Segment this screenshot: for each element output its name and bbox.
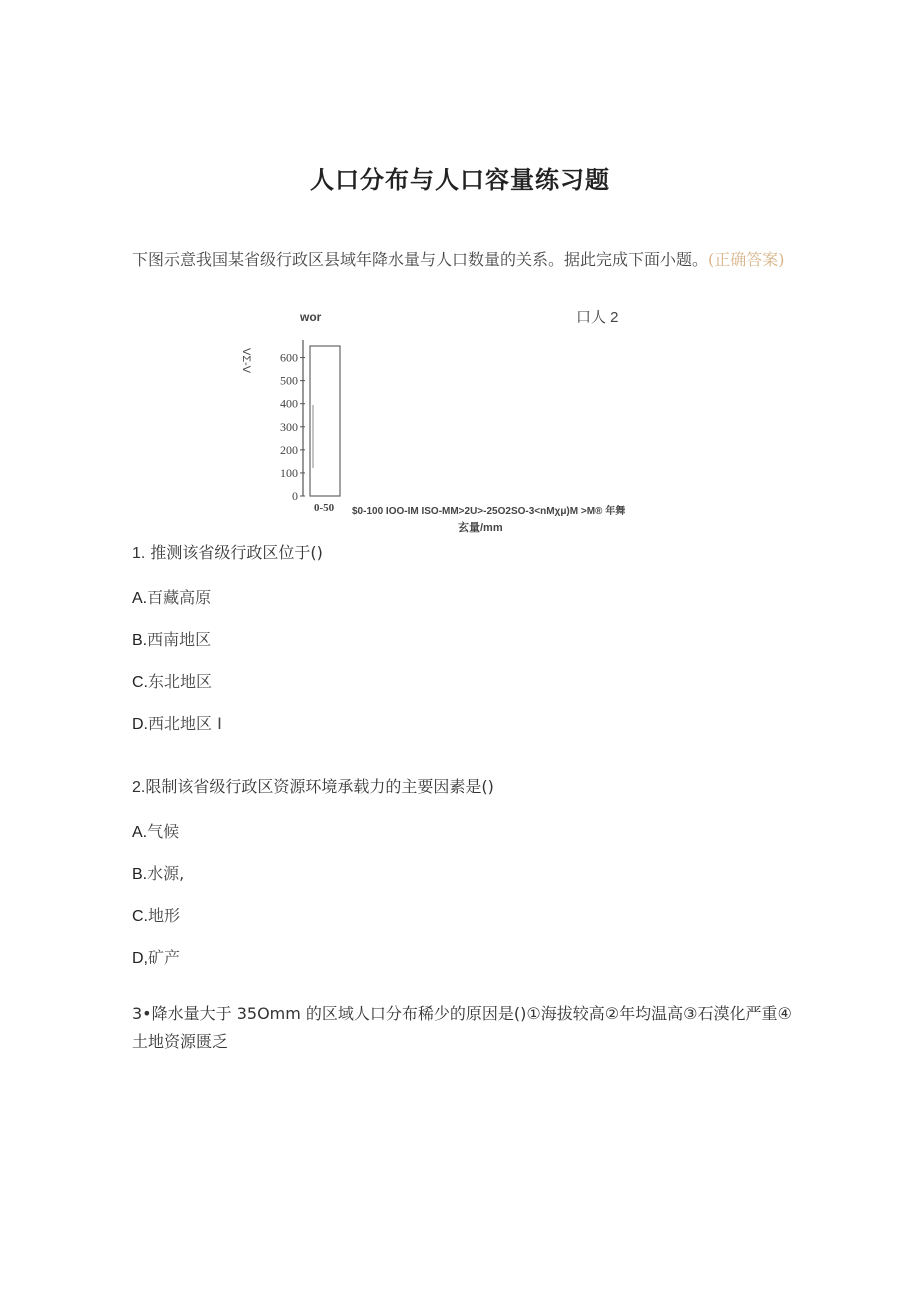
x-axis-unit: 玄量/mm: [458, 522, 503, 534]
option-text: 西南地区: [147, 630, 212, 649]
chart-legend: 口人 2: [576, 309, 619, 326]
question-intro: [132, 248, 792, 272]
y-tick-label: 600: [280, 350, 298, 365]
answer-tag: (正确答案): [708, 250, 785, 269]
question-2-stem: 限制该省级行政区资源环境承载力的主要因素是(): [145, 777, 494, 796]
y-tick-label: 100: [280, 465, 298, 480]
question-2-option-c[interactable]: [132, 903, 180, 926]
y-axis-side-label: VΣ-V: [240, 348, 252, 374]
y-tick-label: 200: [280, 442, 298, 457]
intro-text: 下图示意我国某省级行政区县域年降水量与人口数量的关系。据此完成下面小题。: [132, 250, 709, 269]
y-tick-label: 500: [280, 373, 298, 388]
bar: [310, 346, 340, 496]
question-3: [132, 1000, 792, 1056]
question-3-stem: 降水量大于 35Omm 的区域人口分布稀少的原因是()①海拔较高②年均温高③石漠化严重④土地资源匮乏: [132, 1004, 792, 1051]
question-1-option-b[interactable]: [132, 627, 211, 650]
precipitation-population-figure: [240, 300, 670, 540]
x-axis-categories: $0-100 IOO-IM ISO-MM>2U>-25O2SO-3<nMχμ)M >M® 年舞: [352, 506, 626, 517]
question-1-option-d[interactable]: [132, 711, 222, 734]
y-tick-label: 300: [280, 419, 298, 434]
option-letter: D,: [132, 950, 148, 967]
option-letter: A.: [132, 824, 148, 841]
question-1-option-c[interactable]: [132, 669, 212, 692]
question-2-number: 2.: [132, 779, 146, 796]
y-tick-label: 0: [292, 489, 298, 503]
question-2: [132, 774, 494, 797]
question-3-number: 3•: [132, 1004, 152, 1023]
question-1-option-a[interactable]: [132, 585, 211, 608]
option-text: 气候: [147, 822, 180, 841]
question-2-option-d[interactable]: [132, 945, 180, 968]
option-text: 西北地区 I: [148, 714, 222, 733]
question-2-option-a[interactable]: [132, 819, 179, 842]
x-tick-first: 0-50: [314, 502, 335, 514]
option-letter: D.: [132, 716, 148, 733]
option-letter: B.: [132, 632, 148, 649]
option-letter: C.: [132, 674, 148, 691]
option-text: 百藏高原: [147, 588, 212, 607]
question-1: [132, 540, 323, 563]
y-tick-label: 400: [280, 396, 298, 411]
option-text: 地形: [148, 906, 181, 925]
chart-top-label: wor: [300, 310, 322, 324]
option-letter: A.: [132, 590, 148, 607]
option-letter: B.: [132, 866, 148, 883]
question-1-number: 1.: [132, 545, 146, 562]
option-text: 矿产: [148, 948, 181, 967]
question-2-option-b[interactable]: [132, 861, 184, 884]
option-letter: C.: [132, 908, 148, 925]
question-1-stem: 推测该省级行政区位于(): [145, 543, 323, 562]
page-title: 人口分布与人口容量练习题: [310, 166, 610, 194]
option-text: 东北地区: [148, 672, 213, 691]
option-text: 水源,: [147, 864, 185, 883]
